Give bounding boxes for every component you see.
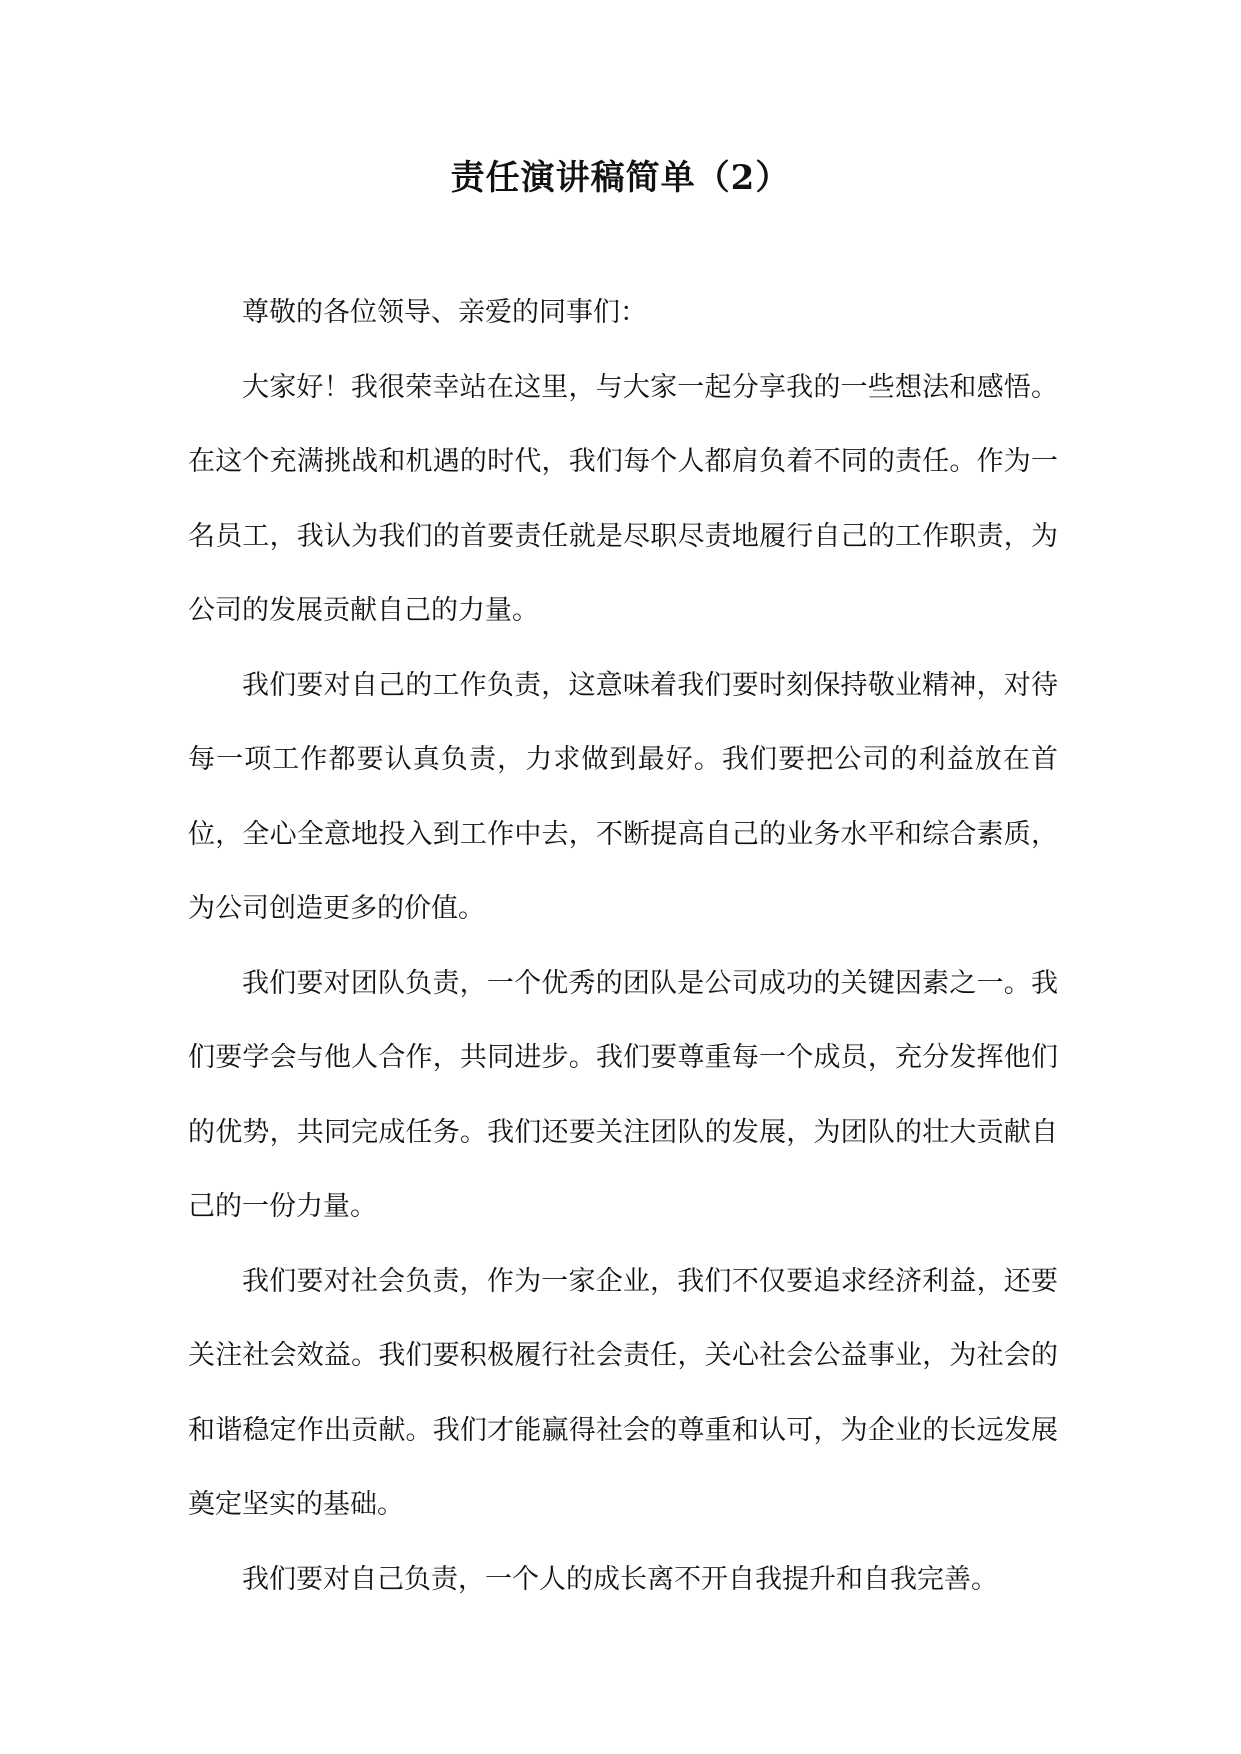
body-paragraph: 我们要对自己负责，一个人的成长离不开自我提升和自我完善。 — [242, 1563, 998, 1595]
document-title: 责任演讲稿简单（2） — [450, 158, 791, 198]
body-paragraph: 我们要对团队负责，一个优秀的团队是公司成功的关键因素之一。我们要学会与他人合作，共同进步。我们要尊重每一个成员，充分发挥他们的优势，共同完成任务。我们还要关注团队的发展，为团队的壮大贡献自己的一份力量。 — [188, 967, 1058, 1222]
salutation-paragraph: 尊敬的各位领导、亲爱的同事们： — [242, 297, 647, 328]
body-paragraph: 大家好！我很荣幸站在这里，与大家一起分享我的一些想法和感悟。在这个充满挑战和机遇的时代，我们每个人都肩负着不同的责任。作为一名员工，我认为我们的首要责任就是尽职尽责地履行自己的工作职责，为公司的发展贡献自己的力量。 — [188, 371, 1058, 626]
body-paragraph: 我们要对自己的工作负责，这意味着我们要时刻保持敬业精神，对待每一项工作都要认真负责，力求做到最好。我们要把公司的利益放在首位，全心全意地投入到工作中去，不断提高自己的业务水平和综合素质，为公司创造更多的价值。 — [188, 669, 1058, 924]
document-body — [188, 276, 1058, 1617]
body-paragraph: 我们要对社会负责，作为一家企业，我们不仅要追求经济利益，还要关注社会效益。我们要积极履行社会责任，关心社会公益事业，为社会的和谐稳定作出贡献。我们才能赢得社会的尊重和认可，为企业的长远发展奠定坚实的基础。 — [188, 1265, 1058, 1520]
